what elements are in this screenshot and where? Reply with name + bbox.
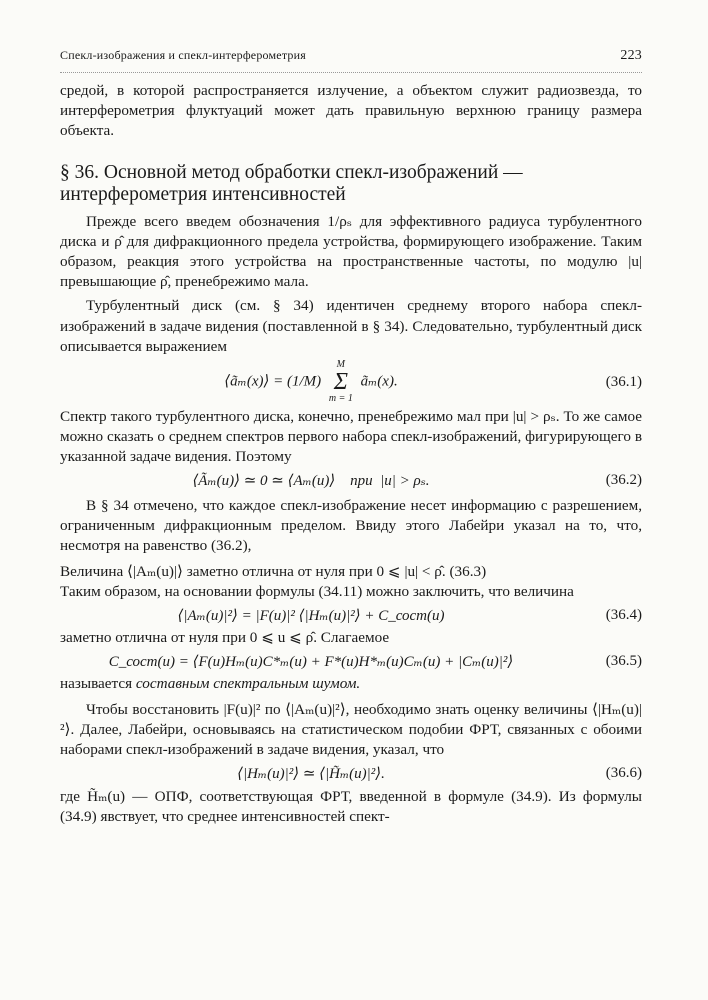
equation-number: (36.4) [605,606,642,623]
equation-36-1 [60,360,642,404]
paragraph-7 [60,674,642,694]
paragraph-6: заметно отлична от нуля при 0 ⩽ u ⩽ ρ̂. Слагаемое [60,628,390,646]
paragraph-5: Таким образом, на основании формулы (34.11) можно заключить, что величина [60,583,574,601]
paragraph-3: Спектр такого турбулентного диска, конечно, пренебрежимо мал при |u| > ρₛ. То же самое можно сказать о среднем спектров первого набора спекл-изображений, фигурирующего в указанной задаче видения. Поэтому [60,408,642,466]
paragraph-8: Чтобы восстановить |F(u)|² по ⟨|Aₘ(u)|²⟩, необходимо знать оценку величины ⟨|Hₘ(u)|²⟩. Далее, Лабейри, основываясь на статистическом подобии ФРТ, связанных с обоими наборами спекл-изображений в задаче видения, указал, что [60,701,642,759]
page [60,48,642,827]
eq4-body: ⟨|Aₘ(u)|²⟩ = |F(u)|² ⟨|Hₘ(u)|²⟩ + C_сост(u) [177,607,445,624]
eq1-lhs: ⟨ãₘ(x)⟩ = (1/M) [224,373,322,390]
section-title-line-2: интерферометрия интенсивностей [60,183,346,205]
eq2-body: ⟨Ãₘ(u)⟩ ≃ 0 ≃ ⟨Aₘ(u)⟩ при |u| > ρₛ. [192,472,430,489]
running-header [60,48,642,68]
paragraph-intro: средой, в которой распространяется излучение, а объектом служит радиозвезда, то интерферометрия флуктуаций может дать правильную верхнюю границу размера объекта. [60,82,642,140]
section-heading [60,162,642,206]
section-title-line-1: § 36. Основной метод обработки спекл-изображений — [60,161,523,183]
equation-36-6 [60,764,642,783]
running-title: Спекл-изображения и спекл-интерферометрия [60,48,306,62]
paragraph-9: где H̃ₘ(u) — ОПФ, соответствующая ФРТ, введенной в формуле (34.9). Из формулы (34.9) явствует, что среднее интенсивностей спект- [60,787,642,825]
equation-number: (36.1) [605,373,642,390]
eq5-body: C_сост(u) = ⟨F(u)Hₘ(u)C*ₘ(u) + F*(u)H*ₘ(u)Cₘ(u) + |Cₘ(u)|²⟩ [108,653,514,670]
sum-lower-limit: m = 1 [328,393,353,405]
equation-36-4 [60,606,642,625]
page-number: 223 [620,48,642,63]
paragraph-2: Турбулентный диск (см. § 34) идентичен среднему второго набора спекл-изображений в задаче видения (поставленной в § 34). Следовательно, турбулентный диск описывается выражением [60,297,642,355]
sum-upper-limit: M [336,359,346,371]
eq6-body: ⟨|Hₘ(u)|²⟩ ≃ ⟨|H̃ₘ(u)|²⟩. [237,765,385,782]
sum-sigma: Σ [333,369,348,396]
statement-36-3: Величина ⟨|Aₘ(u)|⟩ заметно отлична от нуля при 0 ⩽ |u| < ρ̂. (36.3) [60,563,487,581]
summation-symbol [329,360,353,404]
paragraph-4: В § 34 отмечено, что каждое спекл-изображение несет информацию с разрешением, ограниченным дифракционным пределом. Ввиду этого Лабейри указал на то, что, несмотря на равенство (36.2), [60,496,642,555]
equation-number: (36.2) [605,471,642,488]
paragraph-1: Прежде всего введем обозначения 1/ρₛ для эффективного радиуса турбулентного диска и ρ̂ для дифракционного предела устройства, формирующего изображение. Таким образом, реакция этого устройства на пространственные частоты, по модулю |u| превышающие ρ̂, пренебрежимо мала. [60,212,642,291]
term-composite-spectral-noise: составным спектральным шумом. [135,674,361,692]
equation-36-2 [60,471,642,490]
equation-36-5 [60,652,642,671]
paragraph-7-text: называется [60,674,133,692]
eq1-rhs: ãₘ(x). [360,373,398,390]
equation-number: (36.5) [605,652,642,669]
equation-number: (36.6) [605,764,642,781]
header-rule [60,72,642,73]
